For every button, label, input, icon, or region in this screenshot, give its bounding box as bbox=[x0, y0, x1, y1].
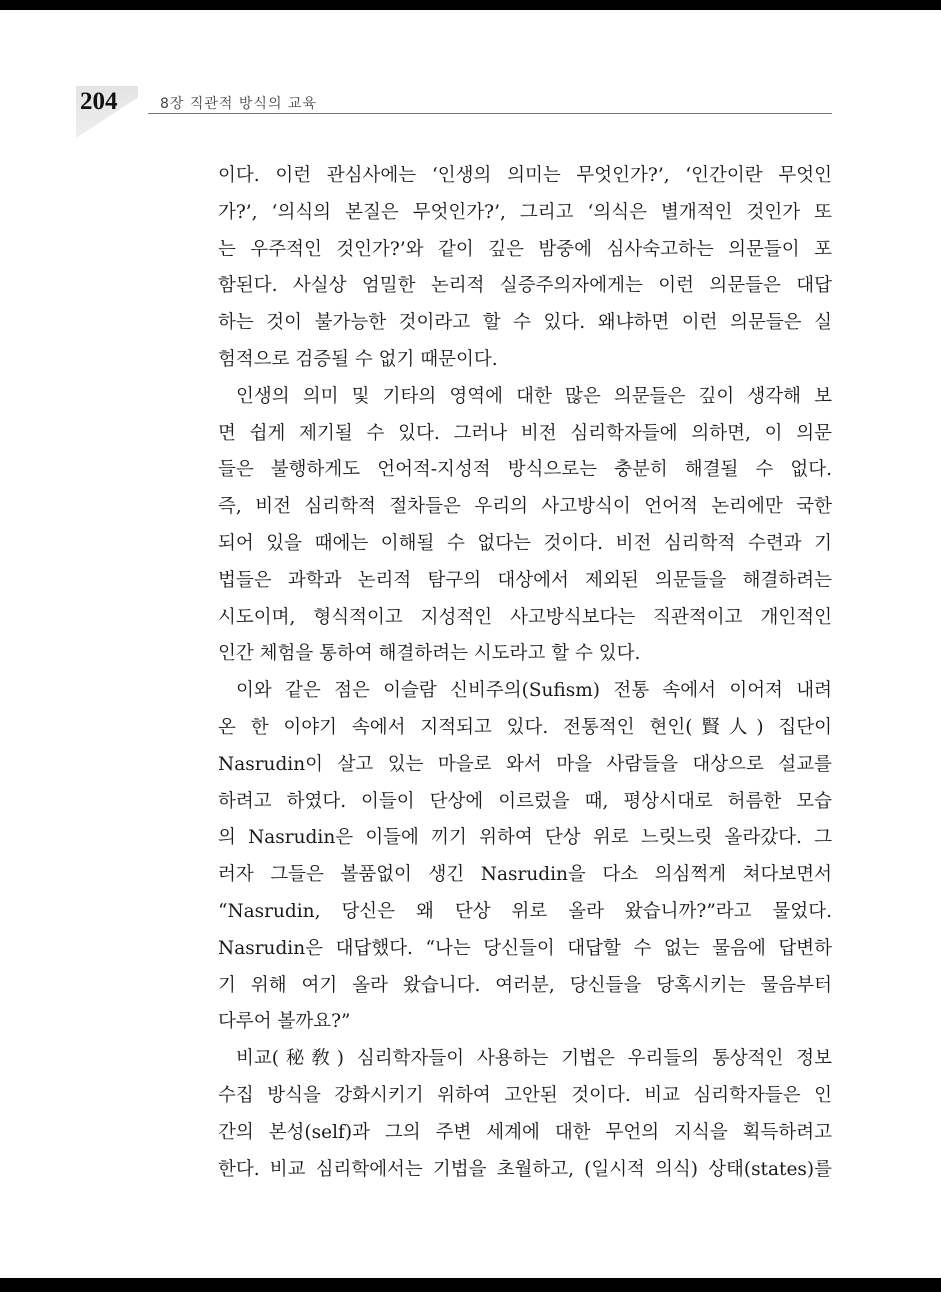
text-line: 다루어 볼까요?” bbox=[218, 1011, 351, 1033]
text-line: 는 우주적인 것인가?’와 같이 깊은 밤중에 심사숙고하는 의문들이 포 bbox=[218, 238, 832, 260]
text-line: 의 Nasrudin은 이들에 끼기 위하여 단상 위로 느릿느릿 올라갔다. 그 bbox=[218, 827, 832, 849]
text-line: 비교(秘敎) 심리학자들이 사용하는 기법은 우리들의 통상적인 정보 bbox=[236, 1048, 832, 1070]
paragraph bbox=[218, 1041, 832, 1188]
paragraph bbox=[218, 158, 832, 379]
text-line: 온 한 이야기 속에서 지적되고 있다. 전통적인 현인(賢人) 집단이 bbox=[218, 716, 832, 738]
running-head: 8장 직관적 방식의 교육 bbox=[160, 96, 317, 112]
text-line: 되어 있을 때에는 이해될 수 없다는 것이다. 비전 심리학적 수련과 기 bbox=[218, 532, 832, 554]
text-line: 이다. 이런 관심사에는 ‘인생의 의미는 무엇인가?’, ‘인간이란 무엇인 bbox=[218, 165, 832, 186]
text-line: 면 쉽게 제기될 수 있다. 그러나 비전 심리학자들에 의하면, 이 의문 bbox=[218, 422, 832, 444]
text-line: “Nasrudin, 당신은 왜 단상 위로 올라 왔습니까?”라고 물었다. bbox=[218, 900, 832, 922]
text-line: 하려고 하였다. 이들이 단상에 이르렀을 때, 평상시대로 허름한 모습 bbox=[218, 790, 832, 812]
text-line: 러자 그들은 볼품없이 생긴 Nasrudin을 다소 의심쩍게 쳐다보면서 bbox=[218, 864, 832, 886]
text-line: 한다. 비교 심리학에서는 기법을 초월하고, (일시적 의식) 상태(states)를 bbox=[218, 1158, 832, 1180]
text-line: 함된다. 사실상 엄밀한 논리적 실증주의자에게는 이런 의문들은 대답 bbox=[218, 275, 832, 297]
text-line: 인간 체험을 통하여 해결하려는 시도라고 할 수 있다. bbox=[218, 643, 641, 665]
text-line: 들은 불행하게도 언어적-지성적 방식으로는 충분히 해결될 수 없다. bbox=[218, 459, 832, 481]
text-line: 이와 같은 점은 이슬람 신비주의(Sufism) 전통 속에서 이어져 내려 bbox=[236, 680, 832, 702]
text-line: 험적으로 검증될 수 없기 때문이다. bbox=[218, 348, 498, 370]
text-line: 즉, 비전 심리학적 절차들은 우리의 사고방식이 언어적 논리에만 국한 bbox=[218, 496, 832, 518]
text-line: Nasrudin은 대답했다. “나는 당신들이 대답할 수 없는 물음에 답변하 bbox=[218, 937, 832, 959]
bottom-border bbox=[0, 1278, 941, 1292]
text-line: 간의 본성(self)과 그의 주변 세계에 대한 무언의 지식을 획득하려고 bbox=[218, 1121, 832, 1143]
text-line: Nasrudin이 살고 있는 마을로 와서 마을 사람들을 대상으로 설교를 bbox=[218, 753, 832, 775]
text-line: 수집 방식을 강화시키기 위하여 고안된 것이다. 비교 심리학자들은 인 bbox=[218, 1084, 832, 1106]
text-line: 가?’, ‘의식의 본질은 무엇인가?’, 그리고 ‘의식은 별개적인 것인가 또 bbox=[218, 201, 832, 223]
page-number: 204 bbox=[80, 88, 118, 115]
body-text bbox=[218, 158, 832, 1188]
text-line: 기 위해 여기 올라 왔습니다. 여러분, 당신들을 당혹시키는 물음부터 bbox=[218, 974, 832, 996]
header-rule bbox=[148, 113, 832, 114]
paragraph bbox=[218, 673, 832, 1041]
paragraph bbox=[218, 379, 832, 673]
text-line: 인생의 의미 및 기타의 영역에 대한 많은 의문들은 깊이 생각해 보 bbox=[236, 385, 832, 407]
top-border bbox=[0, 0, 941, 10]
text-line: 시도이며, 형식적이고 지성적인 사고방식보다는 직관적이고 개인적인 bbox=[218, 606, 832, 628]
text-line: 하는 것이 불가능한 것이라고 할 수 있다. 왜냐하면 이런 의문들은 실 bbox=[218, 312, 832, 334]
text-line: 법들은 과학과 논리적 탐구의 대상에서 제외된 의문들을 해결하려는 bbox=[218, 569, 832, 591]
